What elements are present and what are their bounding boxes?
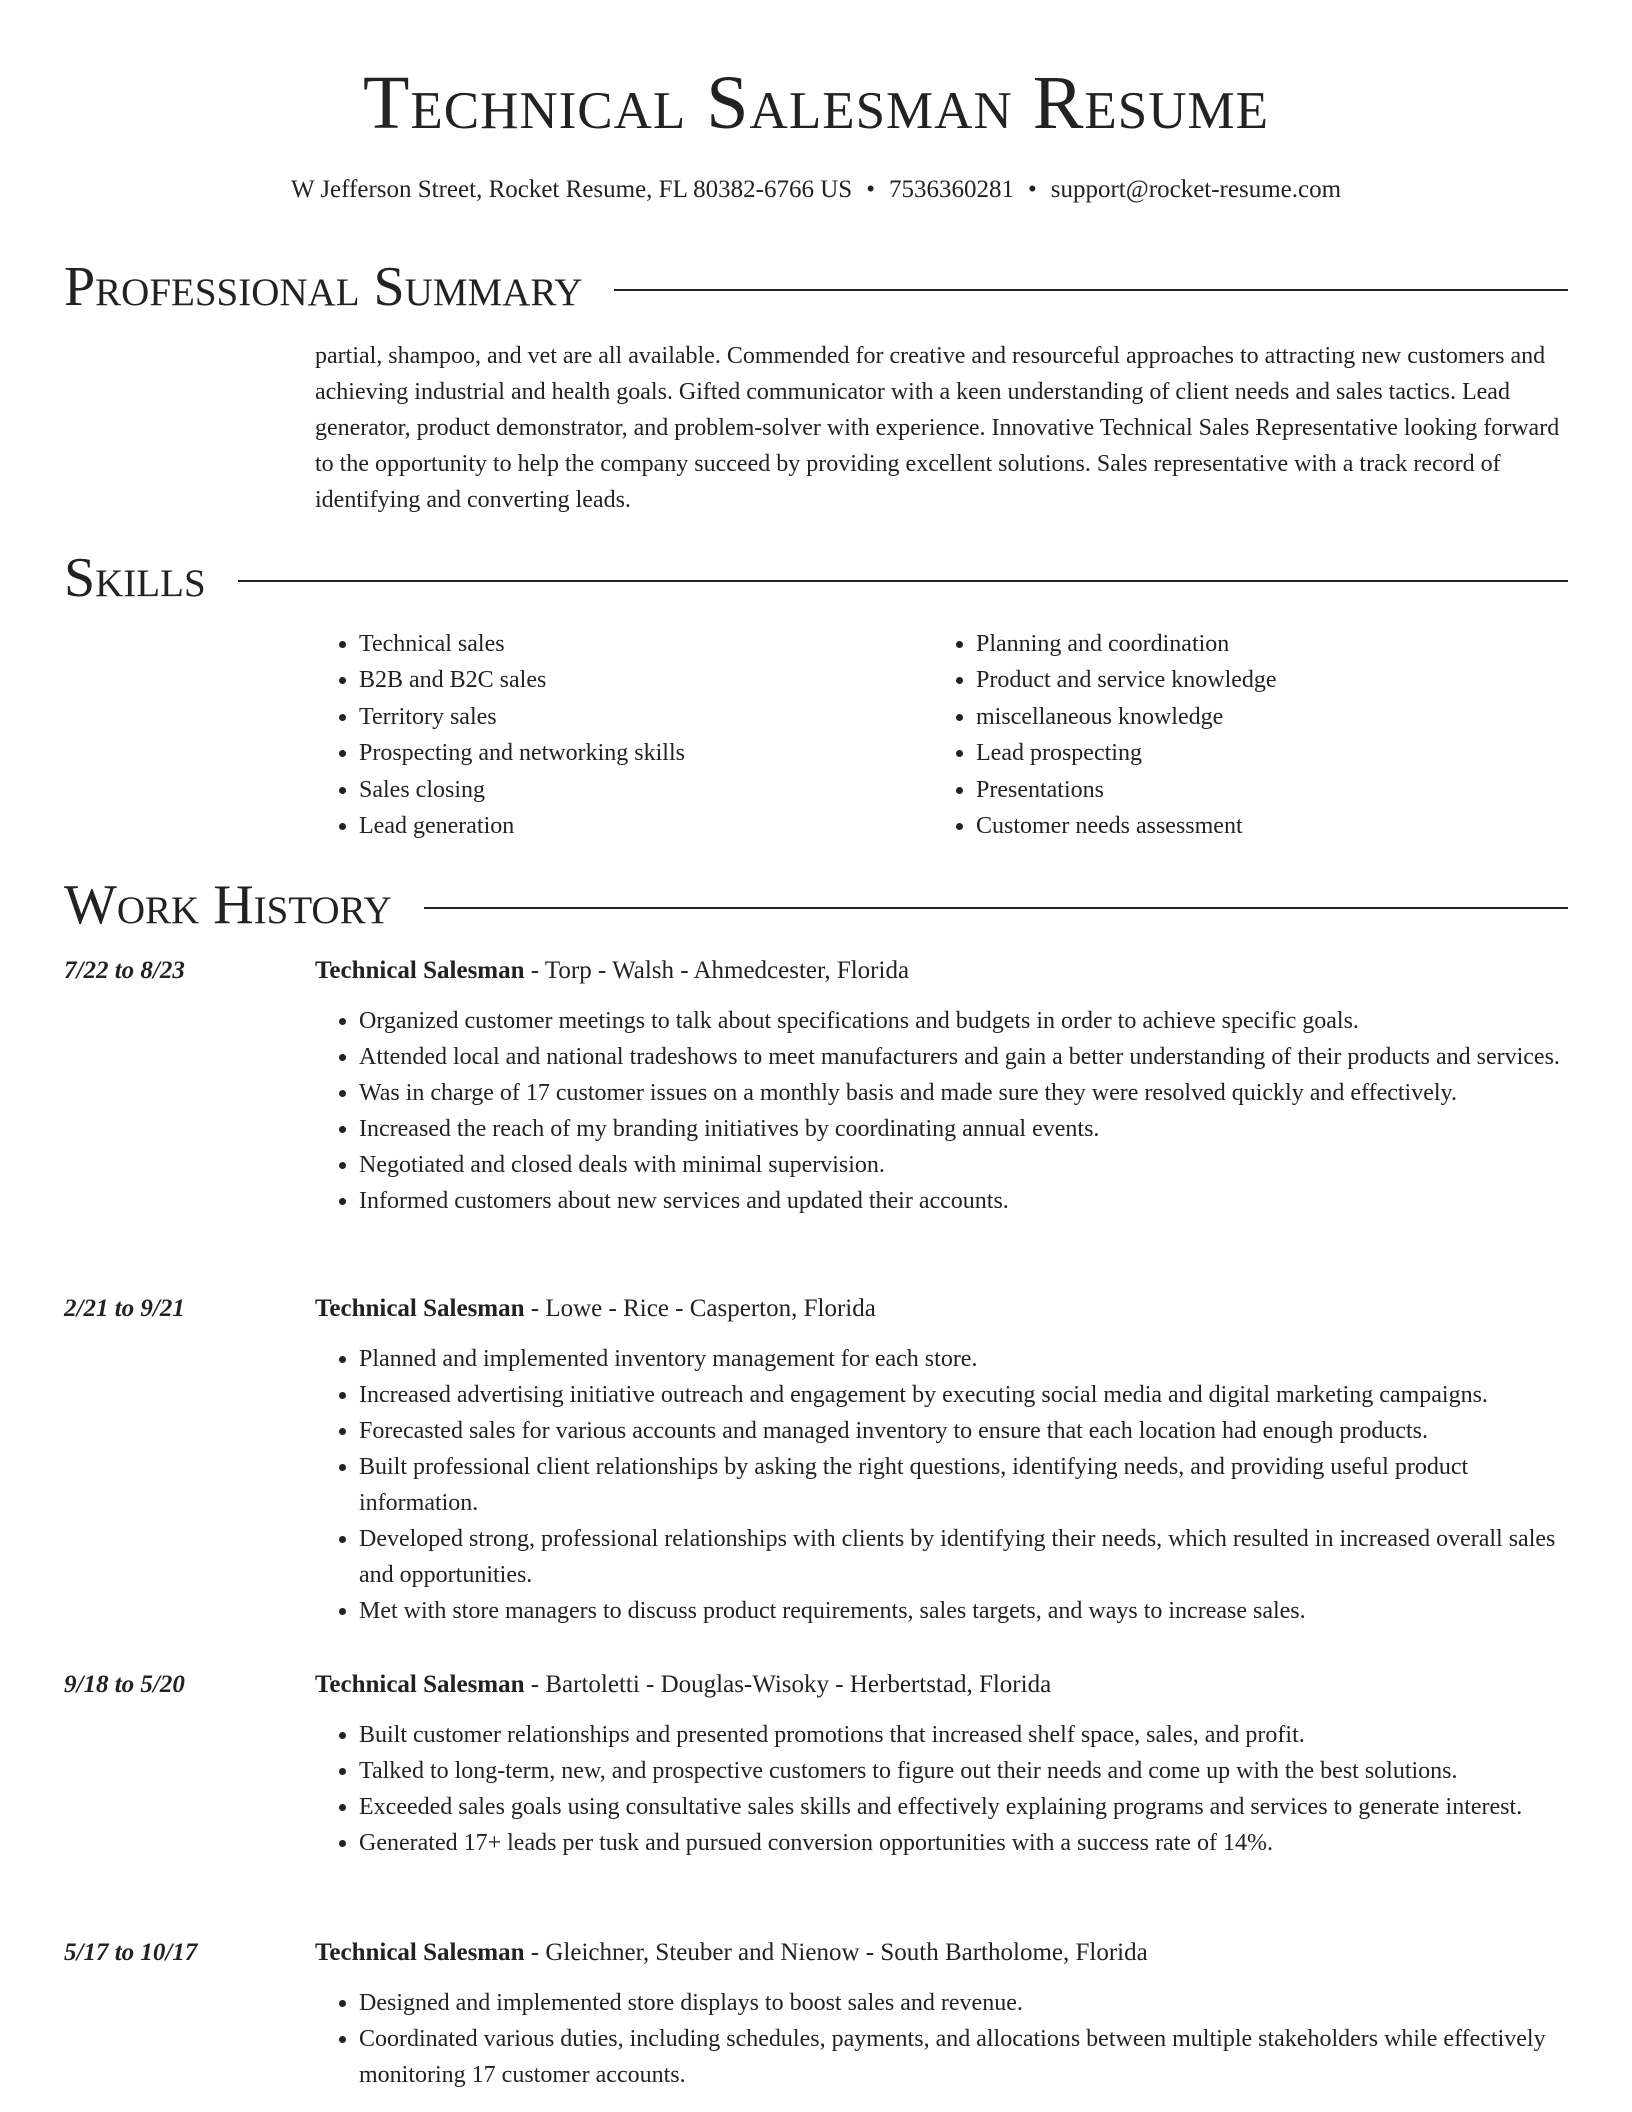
job-bullet: • Increased the reach of my branding initiatives by coordinating annual events. [359,1111,1570,1147]
skill-item: • Lead prospecting [976,735,1549,771]
job-heading [315,1291,876,1327]
work-history-heading: Work History [64,874,392,936]
job-details: - Lowe - Rice - Casperton, Florida [524,1295,876,1322]
resume-title: Technical Salesman Resume [362,61,1270,145]
job-bullet: • Negotiated and closed deals with minimal supervision. [359,1147,1570,1183]
contact-separator: • [866,176,875,203]
job-bullet: • Built customer relationships and presented promotions that increased shelf space, sales, and profit. [359,1717,1570,1753]
job-bullet: • Coordinated various duties, including schedules, payments, and allocations between multiple stakeholders while effectively monitoring 17 customer accounts. [359,2021,1570,2093]
job-bullet: • Increased advertising initiative outreach and engagement by executing social media and digital marketing campaigns. [359,1377,1570,1413]
job-bullets [315,1341,1570,1629]
skills-list-left [315,626,932,844]
job-bullets [315,1003,1570,1219]
job-bullets [315,1985,1570,2093]
contact-phone: 7536360281 [888,176,1014,203]
skill-item: • Product and service knowledge [976,662,1549,698]
skill-item: • Planning and coordination [976,626,1549,662]
job-bullet: • Informed customers about new services and updated their accounts. [359,1183,1570,1219]
job-bullet: • Developed strong, professional relationships with clients by identifying their needs, which resulted in increased overall sales and opportunities. [359,1521,1570,1593]
job-role: Technical Salesman [315,1671,525,1698]
job-details: - Gleichner, Steuber and Nienow - South Bartholome, Florida [524,1939,1148,1966]
contact-email: support@rocket-resume.com [1050,176,1342,203]
summary-heading: Professional Summary [64,256,583,318]
job-bullet: • Built professional client relationships by asking the right questions, identifying needs, and providing useful product information. [359,1449,1570,1521]
job-bullet: • Designed and implemented store displays to boost sales and revenue. [359,1985,1570,2021]
job-bullet: • Met with store managers to discuss product requirements, sales targets, and ways to increase sales. [359,1593,1570,1629]
job-heading [315,1667,1051,1703]
summary-text: partial, shampoo, and vet are all available. Commended for creative and resourceful approaches to attracting new customers and achieving industrial and health goals. Gifted communicator with a keen understanding of client needs and sales tactics. Lead generator, product demonstrator, and problem-solver with experience. Innovative Technical Sales Representative looking forward to the opportunity to help the company succeed by providing excellent solutions. Sales representative with a track record of identifying and converting leads. [315,343,1560,513]
job-heading [315,1935,1148,1971]
skill-item: • Prospecting and networking skills [359,735,932,771]
skills-section-header [64,543,1568,613]
skills-heading: Skills [64,547,206,609]
job-role: Technical Salesman [315,1939,525,1966]
job-dates: 5/17 to 10/17 [64,1939,198,1966]
work-history-section-header [64,870,1568,940]
skill-item: • Territory sales [359,699,932,735]
job-bullets [315,1717,1570,1861]
skill-item: • B2B and B2C sales [359,662,932,698]
job-bullet: • Forecasted sales for various accounts and managed inventory to ensure that each location had enough products. [359,1413,1570,1449]
contact-address: W Jefferson Street, Rocket Resume, FL 80382-6766 US [290,176,853,203]
job-bullet: • Was in charge of 17 customer issues on a monthly basis and made sure they were resolved quickly and effectively. [359,1075,1570,1111]
skill-item: • miscellaneous knowledge [976,699,1549,735]
job-bullet: • Talked to long-term, new, and prospective customers to figure out their needs and come up with the best solutions. [359,1753,1570,1789]
job-bullet: • Exceeded sales goals using consultative sales skills and effectively explaining programs and services to generate interest. [359,1789,1570,1825]
section-divider [424,907,1568,909]
job-role: Technical Salesman [315,957,525,984]
section-divider [238,580,1568,582]
job-dates: 2/21 to 9/21 [64,1295,185,1322]
job-dates: 7/22 to 8/23 [64,957,185,984]
job-bullet: • Attended local and national tradeshows to meet manufacturers and gain a better understanding of their products and services. [359,1039,1570,1075]
skill-item: • Technical sales [359,626,932,662]
skills-list-right [932,626,1549,844]
skills-columns [315,626,1570,844]
job-details: - Torp - Walsh - Ahmedcester, Florida [524,957,910,984]
skill-item: • Sales closing [359,772,932,808]
job-bullet: • Planned and implemented inventory management for each store. [359,1341,1570,1377]
job-dates: 9/18 to 5/20 [64,1671,185,1698]
section-divider [614,289,1568,291]
job-bullet: • Organized customer meetings to talk about specifications and budgets in order to achieve specific goals. [359,1003,1570,1039]
contact-line [0,172,1632,208]
job-heading [315,953,909,989]
skill-item: • Lead generation [359,808,932,844]
job-bullet: • Generated 17+ leads per tusk and pursued conversion opportunities with a success rate of 14%. [359,1825,1570,1861]
contact-separator: • [1027,176,1037,203]
job-details: - Bartoletti - Douglas-Wisoky - Herbertstad, Florida [524,1671,1052,1698]
job-role: Technical Salesman [315,1295,525,1322]
skill-item: • Presentations [976,772,1549,808]
summary-section-header [64,252,1568,322]
skill-item: • Customer needs assessment [976,808,1549,844]
